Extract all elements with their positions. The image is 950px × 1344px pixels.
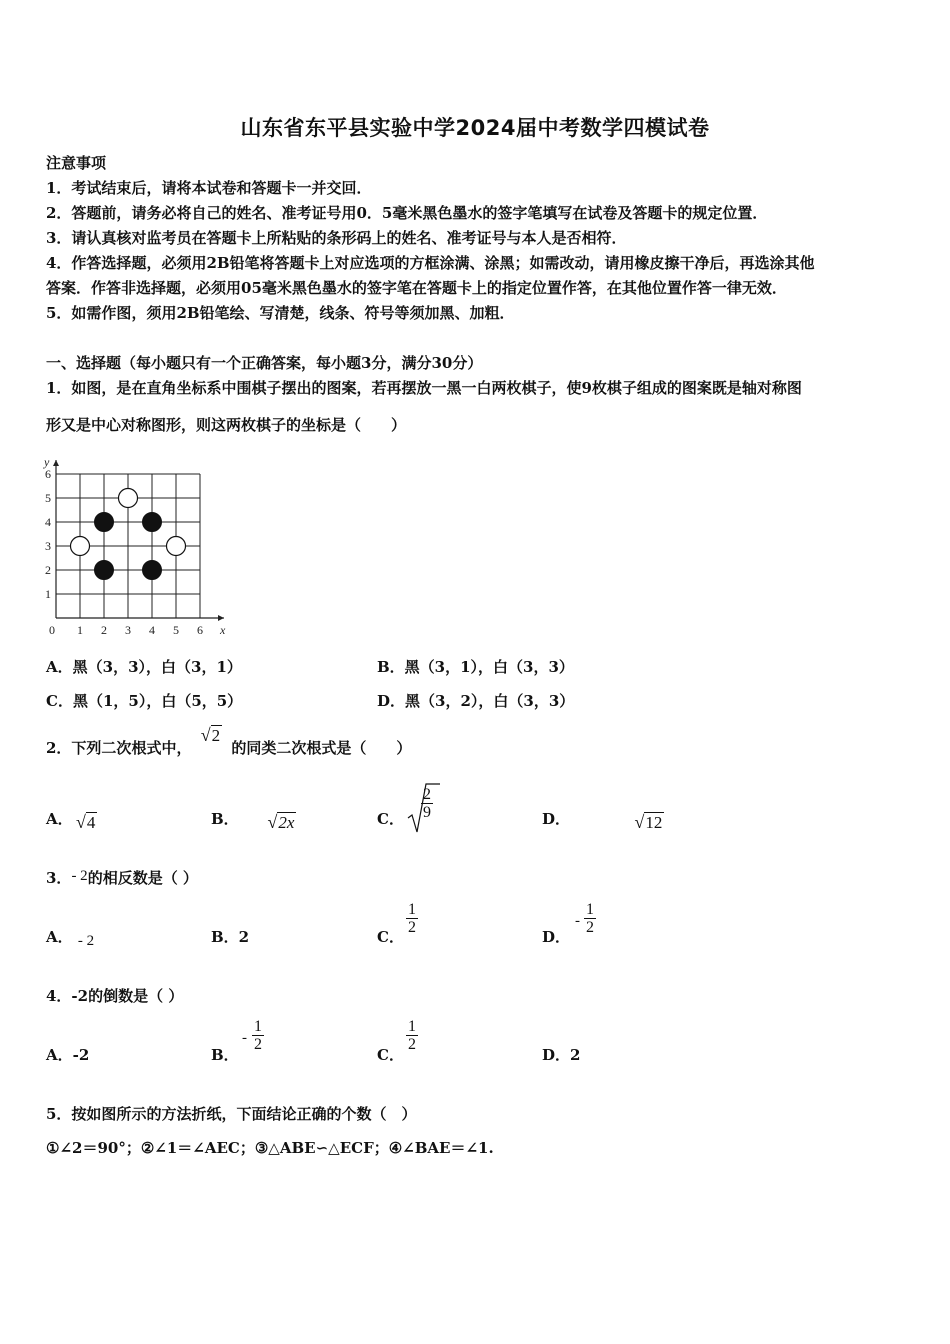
q4-option-c-fraction: [406, 1018, 418, 1053]
y-tick-label: 3: [45, 539, 51, 553]
fraction-numerator: 1: [254, 1018, 262, 1035]
y-tick-label: 4: [45, 515, 51, 529]
white-stone: [119, 489, 138, 508]
q2-option-b-sqrt: √2x: [267, 812, 295, 832]
q1-option-b: B．黑（3，1），白（3，3）: [377, 658, 574, 676]
black-stone: [95, 513, 114, 532]
fraction-numerator: 2: [423, 786, 431, 803]
q3-option-d-label: D．: [542, 928, 571, 946]
q2-sqrt: √2: [200, 725, 221, 745]
q1-option-d: D．黑（3，2），白（3，3）: [377, 692, 575, 710]
q2-stem-post: 的同类二次根式是（ ）: [231, 739, 412, 757]
q1-option-a: A．黑（3，3），白（3，1）: [46, 658, 242, 676]
q3-option-a: [46, 926, 94, 947]
notice-item: 1．考试结束后，请将本试卷和答题卡一并交回．: [46, 179, 372, 197]
q3-stem: [46, 867, 198, 888]
x-tick-label: 2: [101, 623, 107, 637]
y-tick-label: 1: [45, 587, 51, 601]
q1-stem-line1: 1．如图，是在直角坐标系中围棋子摆出的图案，若再摆放一黑一白两枚棋子，使9枚棋子组成的图案既是轴对称图: [46, 379, 802, 397]
fraction-denominator: 2: [254, 1036, 262, 1053]
x-axis-label: x: [220, 623, 226, 637]
q2-option-a-radicand: 4: [86, 813, 96, 832]
fraction-numerator: 1: [408, 901, 416, 918]
q4-option-b-label: B．: [211, 1046, 239, 1064]
q4-option-a: A．-2: [46, 1046, 90, 1064]
y-tick-label: 6: [45, 467, 51, 481]
section-heading: 一、选择题（每小题只有一个正确答案，每小题3分，满分30分）: [46, 354, 483, 372]
fraction-denominator: 2: [586, 919, 594, 936]
x-tick-label: 3: [125, 623, 131, 637]
q3-option-d-sign: -: [575, 913, 580, 929]
q1-stem-line2: 形又是中心对称图形，则这两枚棋子的坐标是（ ）: [46, 416, 407, 434]
black-stone: [143, 561, 162, 580]
q2-option-c-label: C．: [377, 810, 404, 828]
q2-option-b-label: B．: [211, 810, 239, 828]
x-tick-label: 4: [149, 623, 155, 637]
q5-stem: 5．按如图所示的方法折纸，下面结论正确的个数（ ）: [46, 1105, 417, 1123]
y-axis-arrow: [53, 460, 59, 466]
q3-stem-post: 的相反数是（ ）: [87, 869, 198, 887]
black-stone: [143, 513, 162, 532]
fraction-denominator: 2: [408, 1036, 416, 1053]
notice-item: 2．答题前，请务必将自己的姓名、准考证号用0．5毫米黑色墨水的签字笔填写在试卷及答题卡的规定位置．: [46, 204, 768, 222]
q4-option-b-sign: -: [242, 1030, 247, 1046]
q1-coordinate-figure: [40, 448, 240, 638]
q2-option-a-label: A．: [46, 810, 73, 828]
page-title: 山东省东平县实验中学2024届中考数学四模试卷: [240, 116, 710, 140]
q2-option-b-radicand: 2x: [278, 813, 295, 832]
q4-option-b-fraction: [252, 1018, 264, 1053]
notice-item: 3．请认真核对监考员在答题卡上所粘贴的条形码上的姓名、准考证号与本人是否相符．: [46, 229, 627, 247]
q3-stem-value: - 2: [71, 868, 88, 884]
x-tick-label: 0: [49, 623, 55, 637]
y-tick-label: 2: [45, 563, 51, 577]
notice-item: 4．作答选择题，必须用2B铅笔将答题卡上对应选项的方框涂满、涂黑；如需改动，请用橡皮擦干净后，再选涂其他: [46, 254, 815, 272]
q2-sqrt-radicand: 2: [211, 726, 221, 745]
q3-option-d-fraction: [584, 901, 596, 936]
option-label: A．: [46, 928, 73, 946]
q2-option-a-sqrt: √4: [76, 812, 96, 832]
q4-stem: 4．-2的倒数是（ ）: [46, 987, 184, 1005]
q2-option-d-label: D．: [542, 810, 571, 828]
notice-heading: 注意事项: [46, 154, 107, 172]
q2-option-d-sqrt: √12: [634, 812, 663, 832]
notice-item: 答案．作答非选择题，必须用05毫米黑色墨水的签字笔在答题卡上的指定位置作答，在其他位置作答一律无效．: [46, 279, 787, 297]
fraction-denominator: 9: [423, 804, 431, 821]
q3-option-b: B．2: [211, 928, 250, 946]
q2-stem: [46, 725, 412, 758]
white-stone: [71, 537, 90, 556]
notice-item: 5．如需作图，须用2B铅笔绘、写清楚，线条、符号等须加黑、加粗．: [46, 304, 515, 322]
x-tick-label: 1: [77, 623, 83, 637]
y-axis-label: y: [44, 455, 50, 469]
q1-option-c: C．黑（1，5），白（5，5）: [46, 692, 243, 710]
q4-option-c-label: C．: [377, 1046, 404, 1064]
black-stone: [95, 561, 114, 580]
q4-option-d: D．2: [542, 1046, 581, 1064]
q3-option-c-label: C．: [377, 928, 404, 946]
fraction-denominator: 2: [408, 919, 416, 936]
q5-conclusions: ①∠2＝90°；②∠1＝∠AEC；③△ABE∽△ECF；④∠BAE＝∠1.: [46, 1139, 494, 1157]
figure-grid: [43, 455, 226, 637]
y-tick-label: 5: [45, 491, 51, 505]
q2-option-c-fraction: [421, 786, 433, 821]
fraction-numerator: 1: [586, 901, 594, 918]
q3-option-c-fraction: [406, 901, 418, 936]
q3-stem-pre: 3．: [46, 869, 72, 887]
option-value: - 2: [77, 933, 95, 949]
x-tick-label: 6: [197, 623, 203, 637]
fraction-numerator: 1: [408, 1018, 416, 1035]
q2-option-d-radicand: 12: [645, 813, 663, 832]
x-axis-arrow: [218, 615, 224, 621]
x-tick-label: 5: [173, 623, 179, 637]
white-stone: [167, 537, 186, 556]
q2-stem-pre: 2．下列二次根式中，: [46, 739, 192, 757]
